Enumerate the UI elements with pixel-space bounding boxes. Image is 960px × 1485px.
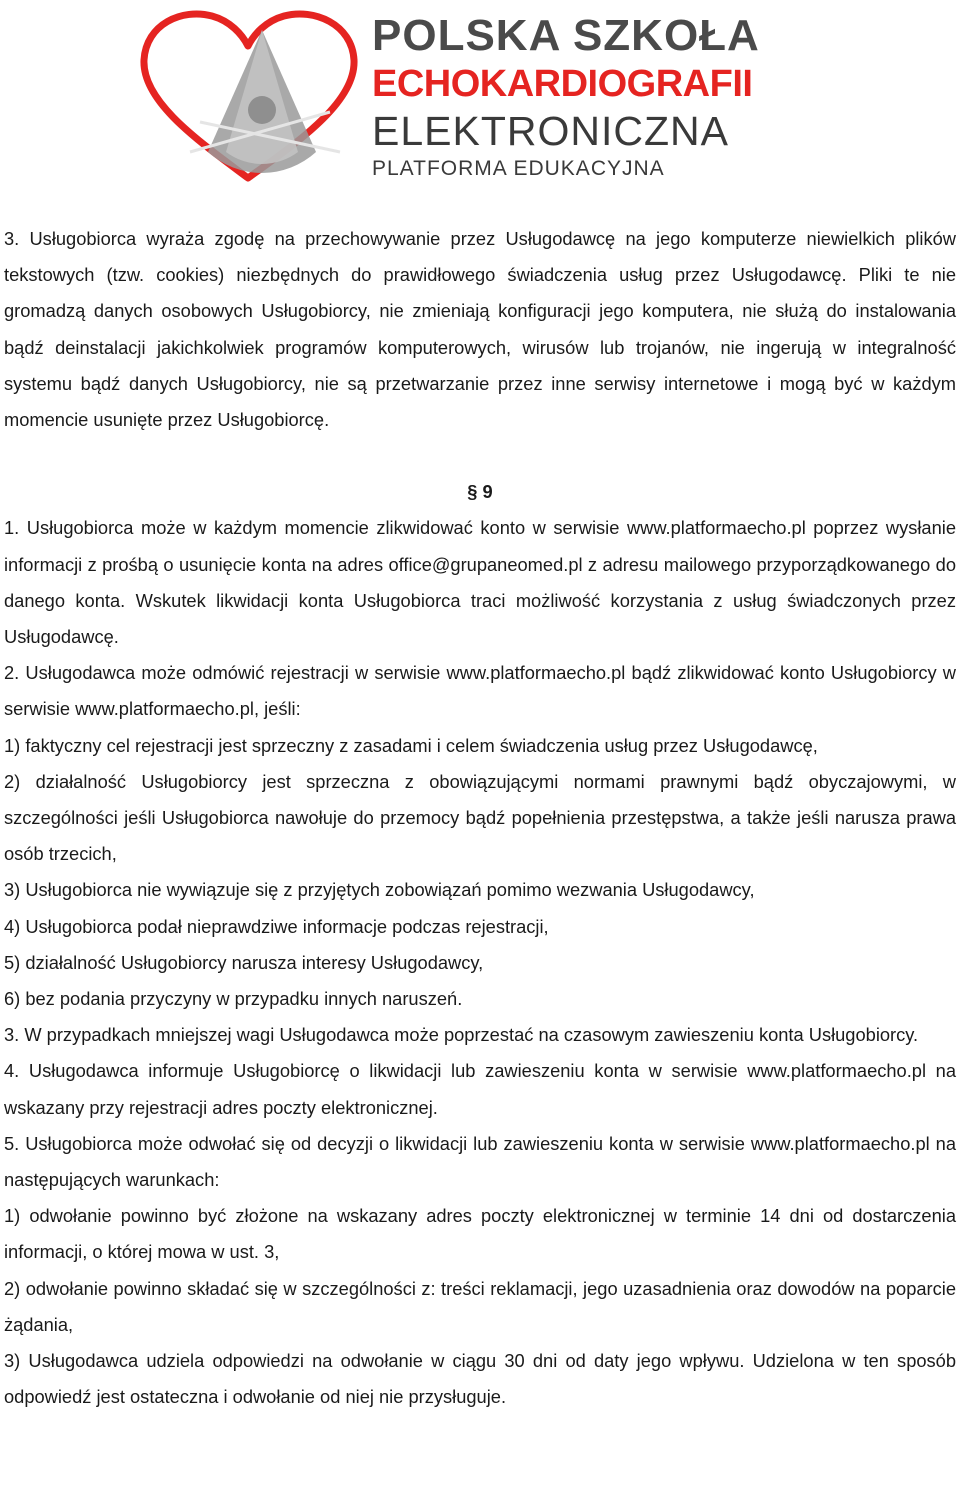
paragraph-point-3: 3. Usługobiorca wyraża zgodę na przechowywanie przez Usługodawcę na jego komputerze niewielkich plików tekstowych (tzw. cookies) niezbędnych do prawidłowego świadczenia usług przez Usługodawcę. Pliki te nie gromadzą danych osobowych Usługobiorcy, nie zmieniają konfiguracji jego komputera, nie służą do instalowania bądź deinstalacji jakichkolwiek programów komputerowych, wirusów lub trojanów, nie ingerują w integralność systemu bądź danych Usługobiorcy, nie są przetwarzanie przez inne serwisy internetowe i mogą być w każdym momencie usunięte przez Usługobiorcę. xyxy=(4,228,956,431)
logo-title: POLSKA SZKOŁA xyxy=(372,11,760,60)
heart-logo-icon xyxy=(130,2,380,182)
list-item: 5) działalność Usługobiorcy narusza interesy Usługodawcy, xyxy=(4,951,484,973)
spacer xyxy=(4,438,956,474)
paragraph: 5. Usługobiorca może odwołać się od decyzji o likwidacji lub zawieszeniu konta w serwisie www.platformaecho.pl na następujących warunkach: xyxy=(4,1132,956,1191)
paragraph: 3. W przypadkach mniejszej wagi Usługodawca może poprzestać na czasowym zawieszeniu konta Usługobiorcy. xyxy=(4,1024,919,1046)
list-item: 1) odwołanie powinno być złożone na wskazany adres poczty elektronicznej w terminie 14 dni od dostarczenia informacji, o której mowa w ust. 3, xyxy=(4,1205,956,1263)
list-item: 6) bez podania przyczyny w przypadku innych naruszeń. xyxy=(4,988,463,1010)
logo-text xyxy=(372,10,760,182)
paragraph: 4. Usługodawca informuje Usługobiorcę o likwidacji lub zawieszeniu konta w serwisie www.platformaecho.pl na wskazany przy rejestracji adres poczty elektronicznej. xyxy=(4,1060,956,1118)
list-item: 3) Usługodawca udziela odpowiedzi na odwołanie w ciągu 30 dni od daty jego wpływu. Udzielona w ten sposób odpowiedź jest ostateczna i odwołanie od niej nie przysługuje. xyxy=(4,1350,956,1408)
logo-subtitle: ELEKTRONICZNA xyxy=(372,108,729,154)
logo-tagline: PLATFORMA EDUKACYJNA xyxy=(372,157,665,180)
list-item: 1) faktyczny cel rejestracji jest sprzeczny z zasadami i celem świadczenia usług przez Usługodawcę, xyxy=(4,734,818,756)
list-item: 3) Usługobiorca nie wywiązuje się z przyjętych zobowiązań pomimo wezwania Usługodawcy, xyxy=(4,879,755,901)
list-item: 2) odwołanie powinno składać się w szczególności z: treści reklamacji, jego uzasadnienia oraz dowodów na poparcie żądania, xyxy=(4,1277,956,1335)
document-body xyxy=(4,221,956,1415)
section-heading: § 9 xyxy=(467,481,493,503)
header xyxy=(0,0,960,190)
logo-subtitle-red: ECHOKARDIOGRAFII xyxy=(372,63,753,105)
list-item: 4) Usługobiorca podał nieprawdziwe informacje podczas rejestracji, xyxy=(4,915,549,937)
paragraph: 2. Usługodawca może odmówić rejestracji w serwisie www.platformaecho.pl bądź zlikwidować konto Usługobiorcy w serwisie www.platformaecho.pl, jeśli: xyxy=(4,662,956,720)
list-item: 2) działalność Usługobiorcy jest sprzeczna z obowiązującymi normami prawnymi bądź obyczajowymi, w szczególności jeśli Usługobiorca nawołuje do przemocy bądź popełnienia przestępstwa, a także jeśli narusza prawa osób trzecich, xyxy=(4,770,956,865)
paragraph: 1. Usługobiorca może w każdym momencie zlikwidować konto w serwisie www.platformaecho.pl poprzez wysłanie informacji z prośbą o usunięcie konta na adres office@grupaneomed.pl z adresu mailowego przyporządkowanego do danego konta. Wskutek likwidacji konta Usługobiorca traci możliwość korzystania z usług świadczonych przez Usługodawcę. xyxy=(4,517,956,648)
